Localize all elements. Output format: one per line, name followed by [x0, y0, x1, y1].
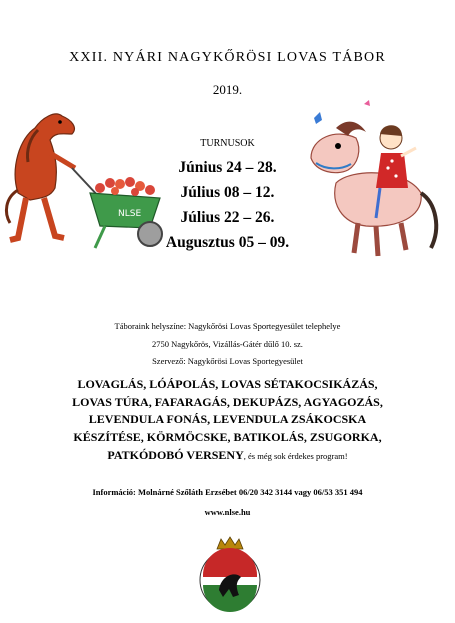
activity-line-1: LOVAGLÁS, LÓÁPOLÁS, LOVAS SÉTAKOCSIKÁZÁS, [77, 377, 378, 391]
turnus-date-3: Július 22 – 26. [180, 209, 275, 226]
activities-list [0, 376, 455, 466]
club-crest-icon [195, 535, 265, 615]
activity-tail: , és még sok érdekes program! [243, 450, 348, 461]
turnus-date-4: Augusztus 05 – 09. [165, 234, 290, 251]
turnus-date-1: Június 24 – 28. [178, 159, 277, 176]
svg-text:NLSE: NLSE [118, 209, 142, 219]
year: 2019. [212, 82, 243, 97]
contact-info [0, 487, 455, 497]
contact-text: Molnárné Szőláth Erzsébet 06/20 342 3144 vagy 06/53 351 494 [138, 487, 363, 497]
location-text: Táboraink helyszíne: Nagykőrösi Lovas Sportegyesület telephelye [114, 321, 341, 331]
activity-line-5 [0, 447, 455, 466]
activity-line-2: LOVAS TÚRA, FAFARAGÁS, DEKUPÁZS, AGYAGOZÁS, [72, 394, 383, 409]
turnusok-label: TURNUSOK [200, 138, 255, 149]
activity-line-3: LEVENDULA FONÁS, LEVENDULA ZSÁKOCSKA [88, 412, 367, 427]
organizer-text: Szervező: Nagykőrösi Lovas Sportegyesület [152, 356, 303, 366]
turnus-dates [0, 155, 455, 255]
contact-label: Információ: [92, 487, 136, 497]
website-link[interactable]: www.nlse.hu [204, 507, 251, 517]
activity-line-4: KÉSZÍTÉSE, KÖRMÖCSKE, BATIKOLÁS, ZSUGORKA, [73, 430, 382, 445]
page-title: XXII. NYÁRI NAGYKŐRÖSI LOVAS TÁBOR [69, 50, 386, 65]
activity-line-5-text: PATKÓDOBÓ VERSENY [107, 447, 244, 462]
address-text: 2750 Nagykőrös, Vizállás-Gátér dűlő 10. sz. [152, 339, 303, 349]
turnus-date-2: Július 08 – 12. [180, 184, 275, 201]
